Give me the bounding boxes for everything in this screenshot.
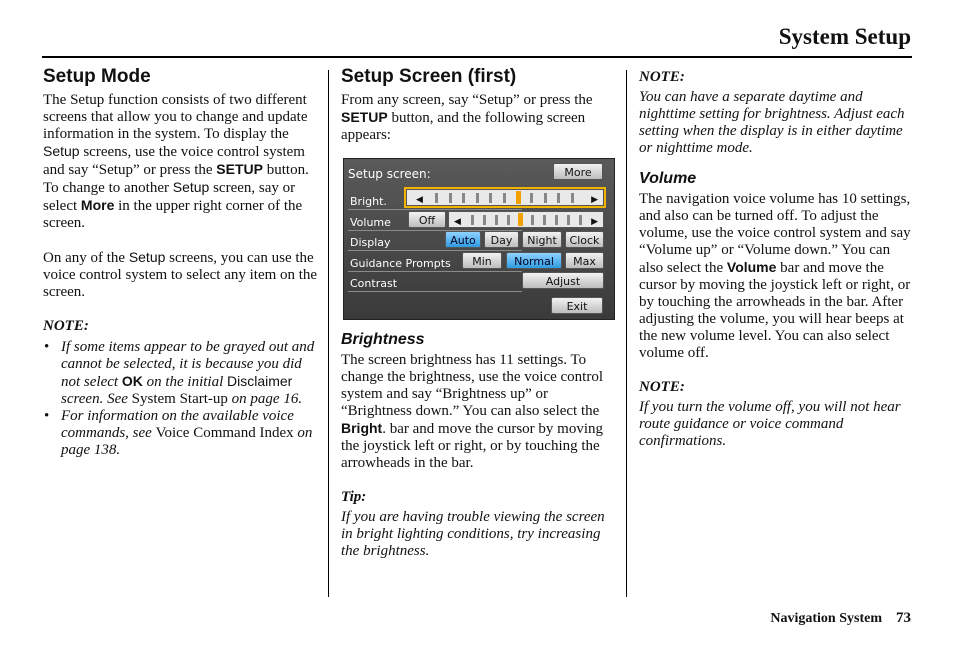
column-setup-screen [341, 66, 613, 560]
display-clock-button[interactable]: Clock [565, 231, 604, 248]
display-day-button[interactable]: Day [484, 231, 519, 248]
note-volume-off: If you turn the volume off, you will not hear route guidance or voice command confirmations. [639, 399, 901, 449]
volume-off-button[interactable]: Off [408, 211, 446, 228]
text: screens, use the voice control system and say “Setup” or press the [43, 144, 305, 178]
note-label: NOTE: [43, 318, 89, 334]
term-volume: Volume [726, 259, 777, 275]
note-item-voice-commands [61, 408, 318, 459]
arrow-right-icon[interactable]: ▶ [591, 217, 598, 227]
text: screen. See [61, 391, 132, 407]
term-setup-button: SETUP [216, 161, 263, 177]
setup-mode-paragraph [43, 92, 318, 232]
arrow-left-icon[interactable]: ◀ [416, 195, 423, 205]
note-label: NOTE: [639, 69, 685, 85]
volume-paragraph [639, 191, 914, 362]
page-title: System Setup [778, 24, 911, 49]
slider-tick [507, 215, 510, 225]
guidance-max-button[interactable]: Max [565, 252, 604, 269]
exit-button[interactable]: Exit [551, 297, 603, 314]
text: From any screen, say “Setup” or press the [341, 92, 593, 108]
tip-label: Tip: [341, 489, 367, 505]
footer-label: Navigation System [770, 611, 882, 626]
text: The screen brightness has 11 settings. To change the brightness, use the voice control system and say “Brightness up” or “Brightness down.” You can also select the [341, 352, 604, 419]
slider-tick [503, 193, 506, 203]
setup-screens-paragraph [43, 249, 318, 301]
row-label-brightness: Bright. [350, 195, 387, 208]
row-label-guidance-prompts: Guidance Prompts [350, 257, 451, 270]
note-label: NOTE: [639, 379, 685, 395]
note-list [43, 339, 318, 459]
guidance-normal-button[interactable]: Normal [506, 252, 562, 269]
arrow-right-icon[interactable]: ▶ [591, 195, 598, 205]
arrow-left-icon[interactable]: ◀ [454, 217, 461, 227]
slider-tick [435, 193, 438, 203]
guidance-min-button[interactable]: Min [462, 252, 502, 269]
text: on page 138. [61, 425, 313, 458]
column-divider-1 [328, 70, 329, 597]
column-divider-2 [626, 70, 627, 597]
text: button, and the following screen appears: [341, 110, 586, 143]
brightness-paragraph [341, 352, 613, 472]
setup-screen-image [343, 158, 615, 320]
slider-tick [471, 215, 474, 225]
slider-tick [483, 215, 486, 225]
slider-tick [449, 193, 452, 203]
slider-tick [495, 215, 498, 225]
term-setup: Setup [43, 143, 80, 159]
term-ok: OK [121, 373, 143, 389]
slider-tick [567, 215, 570, 225]
term-bright: Bright [341, 420, 383, 436]
term-setup: Setup [172, 179, 210, 195]
row-label-contrast: Contrast [350, 277, 398, 290]
link-system-startup: System Start-up [131, 391, 228, 407]
slider-tick [557, 193, 560, 203]
display-auto-button[interactable]: Auto [445, 231, 481, 248]
slider-tick [531, 215, 534, 225]
row-label-volume: Volume [350, 216, 391, 229]
slider-tick [530, 193, 533, 203]
text: in the upper right corner of the screen. [43, 198, 303, 231]
section-heading-setup-screen: Setup Screen (first) [341, 66, 517, 87]
slider-cursor [516, 191, 521, 204]
column-volume [639, 69, 914, 450]
text: on the initial [142, 374, 227, 390]
text: screen, say or select [43, 180, 296, 214]
text: If some items appear to be grayed out and cannot be selected, it is because you did not select [61, 339, 315, 390]
link-voice-command-index: Voice Command Index [155, 425, 294, 441]
slider-tick [543, 215, 546, 225]
section-heading-setup-mode: Setup Mode [43, 66, 151, 87]
contrast-adjust-button[interactable]: Adjust [522, 272, 604, 289]
page-footer [770, 610, 911, 627]
text: screens, you can use the voice control system to select any item on the screen. [43, 250, 318, 300]
term-more: More [80, 197, 115, 213]
tip-text: If you are having trouble viewing the screen in bright lighting conditions, try increasing the brightness. [341, 509, 605, 559]
slider-tick [555, 215, 558, 225]
title-rule [42, 56, 912, 58]
slider-tick [462, 193, 465, 203]
text: The Setup function consists of two different screens that allow you to change and update information in the system. To display the [43, 92, 308, 142]
screen-title: Setup screen: [348, 167, 431, 181]
display-night-button[interactable]: Night [522, 231, 562, 248]
slider-tick [571, 193, 574, 203]
more-button[interactable]: More [553, 163, 603, 180]
row-label-display: Display [350, 236, 391, 249]
text: . bar and move the cursor by moving the joystick left or right, or by touching the arrowheads in the bar. [341, 421, 603, 471]
slider-cursor [518, 213, 523, 226]
term-setup: Setup [128, 249, 166, 265]
note-item-grayed-out [61, 339, 318, 408]
slider-tick [579, 215, 582, 225]
text: For information on the available voice commands, see [61, 408, 294, 441]
page-number: 73 [896, 610, 911, 626]
text: on page 16. [227, 391, 303, 407]
slider-tick [544, 193, 547, 203]
note-brightness-day-night: You can have a separate daytime and nighttime setting for brightness. Adjust each setting when the display is in either daytime or nighttime mode. [639, 89, 905, 156]
subheading-volume: Volume [639, 170, 697, 187]
setup-screen-intro [341, 92, 613, 144]
slider-tick [476, 193, 479, 203]
volume-bar[interactable] [448, 211, 604, 228]
term-setup-button: SETUP [341, 109, 388, 125]
text: button. To change to another [43, 162, 309, 196]
brightness-bar[interactable] [406, 189, 604, 206]
column-setup-mode [43, 66, 318, 459]
term-disclaimer: Disclaimer [227, 373, 293, 389]
slider-tick [489, 193, 492, 203]
text: The navigation voice volume has 10 settings, and also can be turned off. To adjust the volume, use the voice control system and say “Volume up” or “Volume down.” You can also select the [639, 191, 911, 276]
text: bar and move the cursor by moving the joystick left or right, or by touching the arrowheads in the bar. After adjusting the volume, you will hear beeps at the new volume level. You can also select volume off. [639, 260, 911, 361]
text: On any of the [43, 250, 129, 266]
subheading-brightness: Brightness [341, 331, 425, 348]
